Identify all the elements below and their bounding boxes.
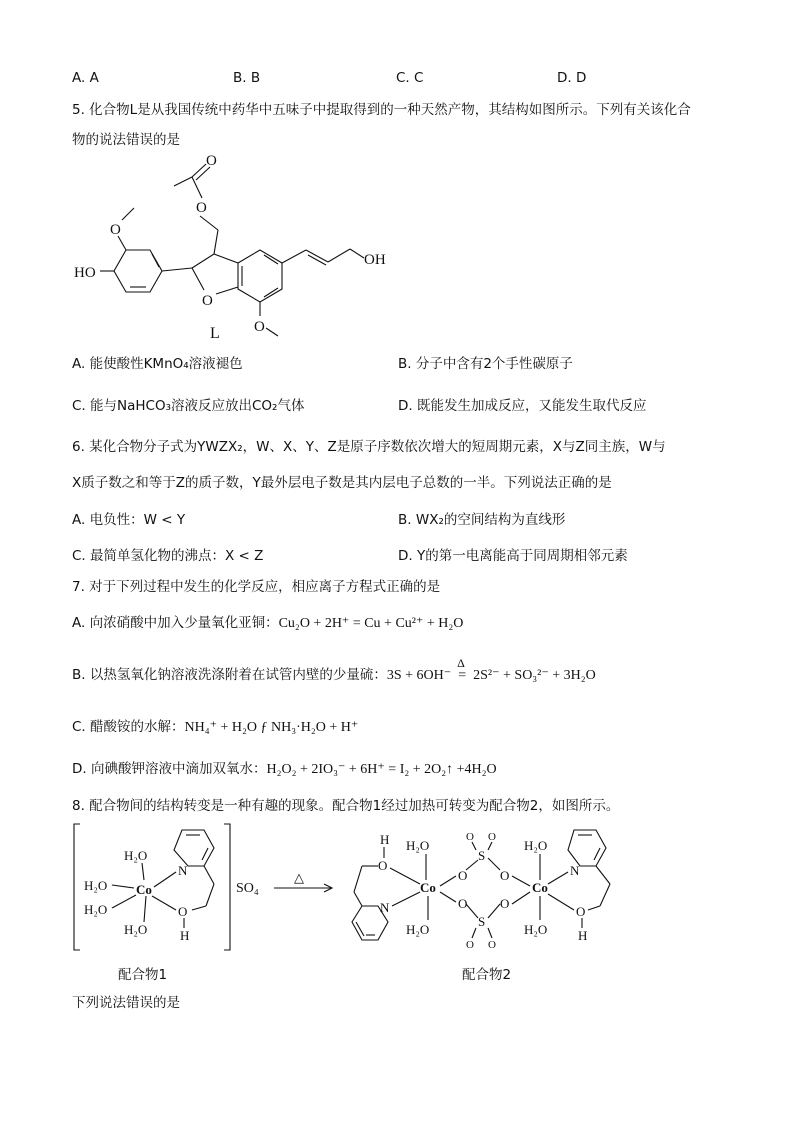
complex-1-structure — [70, 822, 270, 962]
q6-stem-line1: 6. 某化合物分子式为YWZX₂，W、X、Y、Z是原子序数依次增大的短周期元素，X与Z同主族，W与 — [72, 439, 666, 455]
q5-option-a: A. 能使酸性KMnO₄溶液褪色 — [72, 356, 243, 372]
bridge-o-3: O — [500, 868, 510, 883]
q6-option-d: D. Y的第一电离能高于同周期相邻元素 — [398, 548, 628, 564]
bridge-o-2: O — [458, 896, 468, 911]
q7-option-a — [72, 614, 463, 633]
bridge-o-4: O — [500, 896, 510, 911]
sulfur-bottom: S — [478, 914, 486, 929]
q7-a-eq: Cu₂O + 2H⁺ = Cu + Cu²⁺ + H₂O — [278, 616, 464, 631]
h2o-left-bottom-2: H₂O — [406, 922, 430, 937]
q4-option-d: D. D — [557, 70, 587, 86]
q4-option-b: B. B — [233, 70, 261, 86]
q5-option-c: C. 能与NaHCO₃溶液反应放出CO₂气体 — [72, 398, 305, 414]
compound-label-l: L — [210, 325, 220, 342]
q4-option-a: A. A — [72, 70, 99, 86]
h2o-left-bottom: H₂O — [84, 902, 108, 917]
sulfur-top: S — [478, 848, 486, 863]
delta-sign: Δ — [457, 656, 465, 670]
q7-d-text: D. 向碘酸钾溶液中滴加双氧水： — [72, 761, 267, 777]
ester-o: O — [196, 200, 207, 216]
hydroxyl-o-left: O — [378, 858, 388, 873]
heat-condition: △ — [294, 870, 304, 885]
q7-c-eq: NH₄⁺ + H₂O ƒ NH₃·H₂O + H⁺ — [184, 720, 359, 735]
q6-option-a: A. 电负性：W < Y — [72, 512, 186, 528]
q7-option-d — [72, 760, 497, 779]
sulfate-counterion: SO₄ — [236, 881, 259, 896]
furan-o: O — [202, 293, 213, 309]
h2o-right-top: H₂O — [524, 838, 548, 853]
s-o-top-left: O — [466, 831, 474, 843]
complex-2-structure — [348, 822, 638, 967]
s-o-top-right: O — [488, 831, 496, 843]
co-center-1: Co — [136, 882, 152, 897]
complex-2-label: 配合物2 — [462, 967, 512, 983]
q7-c-text: C. 醋酸铵的水解： — [72, 719, 185, 735]
q7-b-eq-cond: = Δ — [457, 656, 467, 683]
h2o-bottom: H₂O — [124, 922, 148, 937]
hydroxyl-o-1: O — [178, 904, 188, 919]
reaction-arrow — [272, 868, 342, 898]
q7-d-eq: H₂O₂ + 2IO₃⁻ + 6H⁺ = I₂ + 2O₂↑ +4H₂O — [266, 762, 497, 777]
s-o-bottom-left: O — [466, 939, 474, 951]
q4-option-c: C. C — [396, 70, 424, 86]
q5-option-d: D. 既能发生加成反应，又能发生取代反应 — [398, 398, 647, 414]
methoxy-o-top: O — [110, 222, 121, 238]
hydroxyl-h-right: H — [578, 928, 588, 943]
methoxy-o-bottom: O — [254, 319, 265, 335]
complex-1-label: 配合物1 — [118, 967, 168, 983]
h2o-top: H₂O — [124, 848, 148, 863]
terminal-oh: OH — [364, 252, 386, 268]
s-o-bottom-right: O — [488, 939, 496, 951]
compound-l-structure — [70, 150, 400, 340]
bridge-o-1: O — [458, 868, 468, 883]
pyridine-n-1: N — [178, 863, 188, 878]
q7-option-b — [72, 656, 596, 685]
hydroxyl-h-left: H — [380, 832, 390, 847]
q5-stem-line2: 物的说法错误的是 — [72, 132, 180, 148]
q7-a-text: A. 向浓硝酸中加入少量氧化亚铜： — [72, 615, 279, 631]
carbonyl-o: O — [206, 153, 217, 169]
pyridine-n-right: N — [570, 863, 580, 878]
hydroxyl-h-1: H — [180, 928, 190, 943]
q6-option-c: C. 最简单氢化物的沸点：X < Z — [72, 548, 264, 564]
pyridine-n-left: N — [380, 900, 390, 915]
h2o-left-top-2: H₂O — [406, 838, 430, 853]
q7-b-eq-right: 2S²⁻ + SO₃²⁻ + 3H₂O — [473, 668, 596, 683]
h2o-left-top: H₂O — [84, 878, 108, 893]
co-left: Co — [420, 880, 436, 895]
q5-option-b: B. 分子中含有2个手性碳原子 — [398, 356, 573, 372]
co-right: Co — [532, 880, 548, 895]
phenol-ho: HO — [74, 265, 96, 281]
q7-stem: 7. 对于下列过程中发生的化学反应，相应离子方程式正确的是 — [72, 579, 441, 595]
hydroxyl-o-right: O — [576, 904, 586, 919]
q8-tail: 下列说法错误的是 — [72, 995, 180, 1011]
q6-stem-line2: X质子数之和等于Z的质子数，Y最外层电子数是其内层电子总数的一半。下列说法正确的是 — [72, 475, 612, 491]
h2o-right-bottom: H₂O — [524, 922, 548, 937]
q7-b-text: B. 以热氢氧化钠溶液洗涤附着在试管内壁的少量硫： — [72, 667, 387, 683]
q7-option-c — [72, 718, 358, 737]
q5-stem-line1: 5. 化合物L是从我国传统中药华中五味子中提取得到的一种天然产物，其结构如图所示。下列有关该化合 — [72, 102, 691, 118]
q7-b-eq-left: 3S + 6OH⁻ — [386, 668, 452, 683]
q6-option-b: B. WX₂的空间结构为直线形 — [398, 512, 566, 528]
q8-stem: 8. 配合物间的结构转变是一种有趣的现象。配合物1经过加热可转变为配合物2，如图所示。 — [72, 798, 620, 814]
